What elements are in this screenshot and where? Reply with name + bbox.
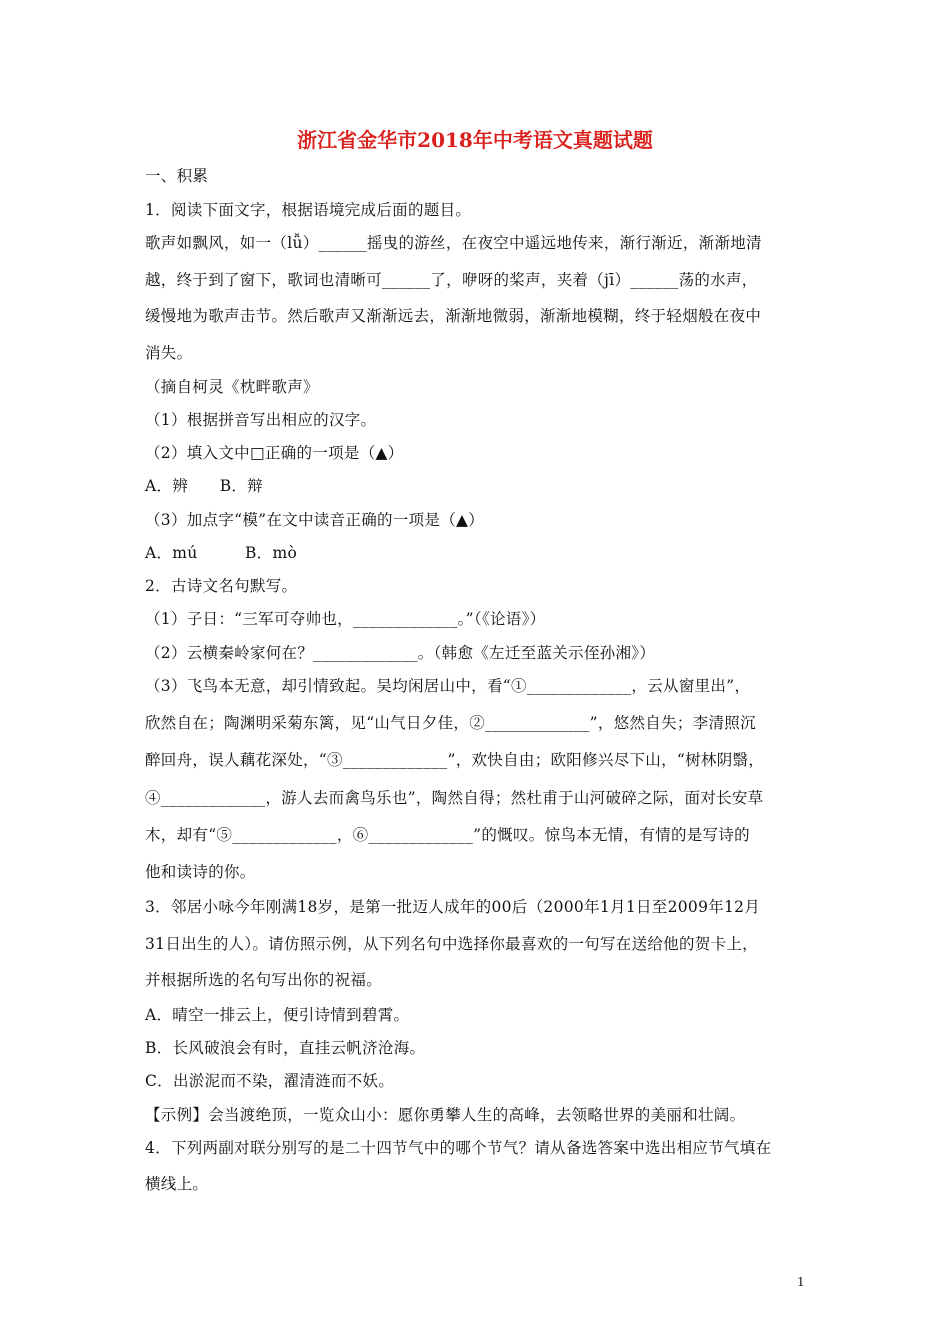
sub-question: （1）子日：“三军可夺帅也，_____________。”（《论语》） — [145, 610, 546, 628]
passage-line: 欣然自在；陶渊明采菊东篱，见“山气日夕佳，②_____________”，悠然自失；李清照沉 — [145, 714, 756, 732]
answer-options: A．mú B．mò — [145, 544, 298, 562]
page-number: 1 — [797, 1275, 805, 1289]
document-title: 浙江省金华市2018年中考语文真题试题 — [297, 128, 653, 152]
example-line: 【示例】会当渡绝顶，一览众山小：愿你勇攀人生的高峰，去领略世界的美丽和壮阔。 — [145, 1106, 746, 1124]
sub-question: （3）飞鸟本无意，却引情致起。吴均闲居山中，看“①_____________，云从窗里出”， — [145, 677, 751, 695]
answer-options: A．辨 B．辩 — [145, 477, 263, 495]
question-2: 2．古诗文名句默写。 — [145, 577, 298, 595]
answer-option: C．出淤泥而不染，濯清涟而不妖。 — [145, 1072, 395, 1090]
passage-line: 31日出生的人）。请仿照示例，从下列名句中选择你最喜欢的一句写在送给他的贺卡上， — [145, 935, 758, 953]
passage-line: 木，却有“⑤_____________，⑥_____________”的慨叹。惊鸟本无情，有情的是写诗的 — [145, 826, 750, 844]
sub-question: （2）云横秦岭家何在？_____________。（韩愈《左迁至蓝关示侄孙湘》） — [145, 644, 656, 662]
passage-line: 醉回舟，误人藕花深处，“③_____________”，欢快自由；欧阳修兴尽下山，“树林阴翳， — [145, 751, 765, 769]
passage-line: 消失。 — [145, 344, 193, 362]
passage-line: 他和读诗的你。 — [145, 863, 256, 881]
question-4: 4．下列两副对联分别写的是二十四节气中的哪个节气？请从备选答案中选出相应节气填在 — [145, 1139, 772, 1157]
section-heading: 一、积累 — [145, 167, 209, 185]
passage-line: 越，终于到了窗下，歌词也清晰可______了，咿呀的桨声，夹着（jī）______荡的水声， — [145, 271, 758, 289]
question-1: 1．阅读下面文字，根据语境完成后面的题目。 — [145, 201, 472, 219]
passage-line: 并根据所选的名句写出你的祝福。 — [145, 971, 383, 989]
passage-line: ④_____________，游人去而禽鸟乐也”，陶然自得；然杜甫于山河破碎之际，面对长安草 — [145, 789, 764, 807]
passage-line: 横线上。 — [145, 1175, 209, 1193]
passage-line: 歌声如飘风，如一（lǚ）______摇曳的游丝，在夜空中遥远地传来，渐行渐近，渐渐地清 — [145, 234, 762, 252]
sub-question: （2）填入文中□正确的一项是（▲） — [145, 444, 404, 462]
source-note: （摘自柯灵《枕畔歌声》 — [145, 378, 319, 396]
answer-option: A．晴空一排云上，便引诗情到碧霄。 — [145, 1006, 410, 1024]
sub-question: （3）加点字“模”在文中读音正确的一项是（▲） — [145, 511, 485, 529]
sub-question: （1）根据拼音写出相应的汉字。 — [145, 411, 377, 429]
passage-line: 缓慢地为歌声击节。然后歌声又渐渐远去，渐渐地微弱，渐渐地模糊，终于轻烟般在夜中 — [145, 307, 762, 325]
question-3: 3．邻居小咏今年刚满18岁，是第一批迈人成年的00后（2000年1月1日至2009年12月 — [145, 898, 761, 916]
answer-option: B．长风破浪会有时，直挂云帆济沧海。 — [145, 1039, 426, 1057]
